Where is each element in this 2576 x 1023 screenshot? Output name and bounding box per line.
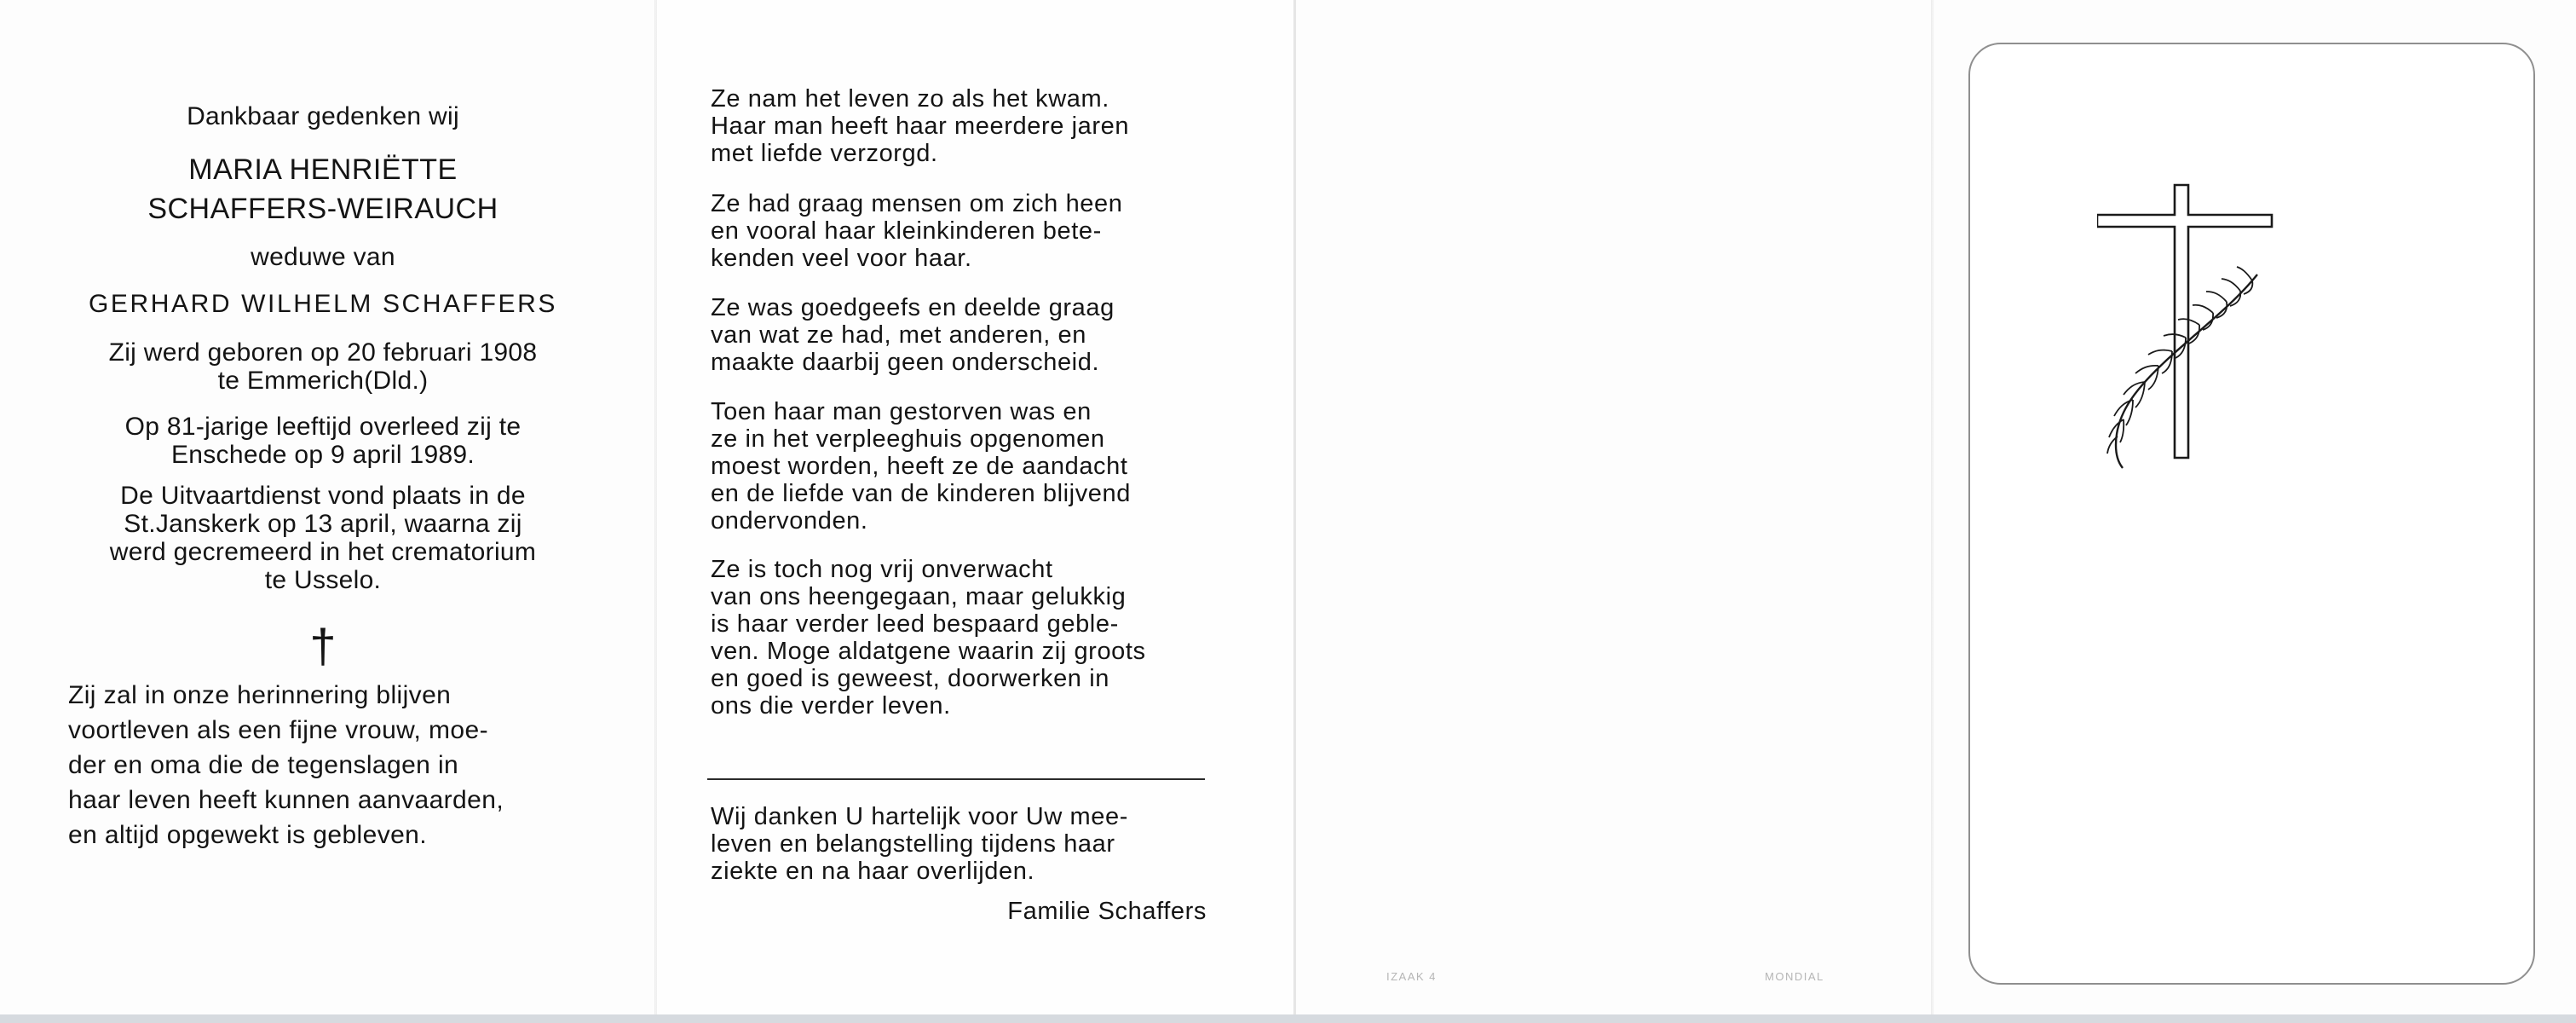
paragraph-line: moest worden, heeft ze de aandacht xyxy=(711,453,1128,480)
paragraph-line: ven. Moge aldatgene waarin zij groots xyxy=(711,638,1146,665)
scan-background-strip xyxy=(0,1014,2576,1023)
remembrance-line: haar leven heeft kunnen aanvaarden, xyxy=(68,786,504,814)
remembrance-line: der en oma die de tegenslagen in xyxy=(68,751,459,779)
panel-cover xyxy=(1933,0,2576,1017)
paragraph-line: is haar verder leed bespaard geble- xyxy=(711,610,1119,638)
paragraph-line: Ze was goedgeefs en deelde graag xyxy=(711,294,1115,321)
paragraph-line: van ons heengegaan, maar gelukkig xyxy=(711,583,1127,610)
died-line2: Enschede op 9 april 1989. xyxy=(170,441,475,469)
paragraph-line: kenden veel voor haar. xyxy=(711,245,972,272)
divider-line xyxy=(707,778,1205,780)
thanks-line: Wij danken U hartelijk voor Uw mee- xyxy=(711,803,1128,830)
print-brand-text: MONDIAL xyxy=(1765,970,1824,983)
paragraph-line: Ze nam het leven zo als het kwam. xyxy=(711,85,1109,113)
paragraph-line: Ze had graag mensen om zich heen xyxy=(711,190,1123,217)
paragraph-life xyxy=(711,85,1230,167)
born-line2: te Emmerich(Dld.) xyxy=(217,367,429,395)
panel-blank-back xyxy=(1296,0,1933,1017)
paragraph-generosity xyxy=(711,294,1230,376)
paragraph-line: en goed is geweest, doorwerken in xyxy=(711,665,1109,692)
service-line4: te Usselo. xyxy=(264,566,382,594)
paragraph-line: ons die verder leven. xyxy=(711,692,951,720)
husband-name: GERHARD WILHELM SCHAFFERS xyxy=(88,290,558,318)
paragraph-line: Haar man heeft haar meerdere jaren xyxy=(711,113,1130,140)
remembrance-text xyxy=(68,678,579,852)
paragraph-passing xyxy=(711,556,1230,720)
fold-line xyxy=(654,0,657,1017)
dagger-cross-icon: † xyxy=(309,619,337,673)
thanks-line: ziekte en na haar overlijden. xyxy=(711,858,1035,885)
paragraph-nursing-home xyxy=(711,398,1230,535)
paragraph-line: met liefde verzorgd. xyxy=(711,140,938,167)
died-line1: Op 81-jarige leeftijd overleed zij te xyxy=(124,413,522,441)
family-signature: Familie Schaffers xyxy=(1007,898,1207,925)
deceased-name-line2: SCHAFFERS-WEIRAUCH xyxy=(147,193,498,225)
fold-line xyxy=(1294,0,1296,1017)
cross-with-palm-branch-icon xyxy=(2097,176,2276,471)
service-line1: De Uitvaartdienst vond plaats in de xyxy=(120,482,526,510)
panel-obituary-details xyxy=(0,0,656,1017)
paragraph-family xyxy=(711,190,1230,272)
fold-line xyxy=(1931,0,1933,1017)
paragraph-line: van wat ze had, met anderen, en xyxy=(711,321,1086,349)
thanks-text xyxy=(711,803,1230,885)
remembrance-line: en altijd opgewekt is gebleven. xyxy=(68,821,428,849)
paragraph-line: ze in het verpleeghuis opgenomen xyxy=(711,425,1105,453)
thanks-line: leven en belangstelling tijdens haar xyxy=(711,830,1115,858)
print-code-text: IZAAK 4 xyxy=(1386,970,1437,983)
remembrance-line: Zij zal in onze herinnering blijven xyxy=(68,681,452,709)
paragraph-line: maakte daarbij geen onderscheid. xyxy=(711,349,1100,376)
paragraph-line: Ze is toch nog vrij onverwacht xyxy=(711,556,1053,583)
paragraph-line: Toen haar man gestorven was en xyxy=(711,398,1092,425)
service-line2: St.Janskerk op 13 april, waarna zij xyxy=(124,510,522,538)
heading-text: Dankbaar gedenken wij xyxy=(187,102,459,130)
panel-life-reflection xyxy=(656,0,1296,1017)
paragraph-line: en de liefde van de kinderen blijvend xyxy=(711,480,1131,507)
service-line3: werd gecremeerd in het crematorium xyxy=(109,538,537,566)
deceased-name-line1: MARIA HENRIËTTE xyxy=(188,153,458,186)
paragraph-line: ondervonden. xyxy=(711,507,868,535)
paragraph-line: en vooral haar kleinkinderen bete- xyxy=(711,217,1102,245)
widow-of-text: weduwe van xyxy=(251,243,395,271)
rounded-card-frame xyxy=(1968,43,2535,985)
remembrance-line: voortleven als een fijne vrouw, moe- xyxy=(68,716,488,744)
born-line1: Zij werd geboren op 20 februari 1908 xyxy=(108,338,538,367)
